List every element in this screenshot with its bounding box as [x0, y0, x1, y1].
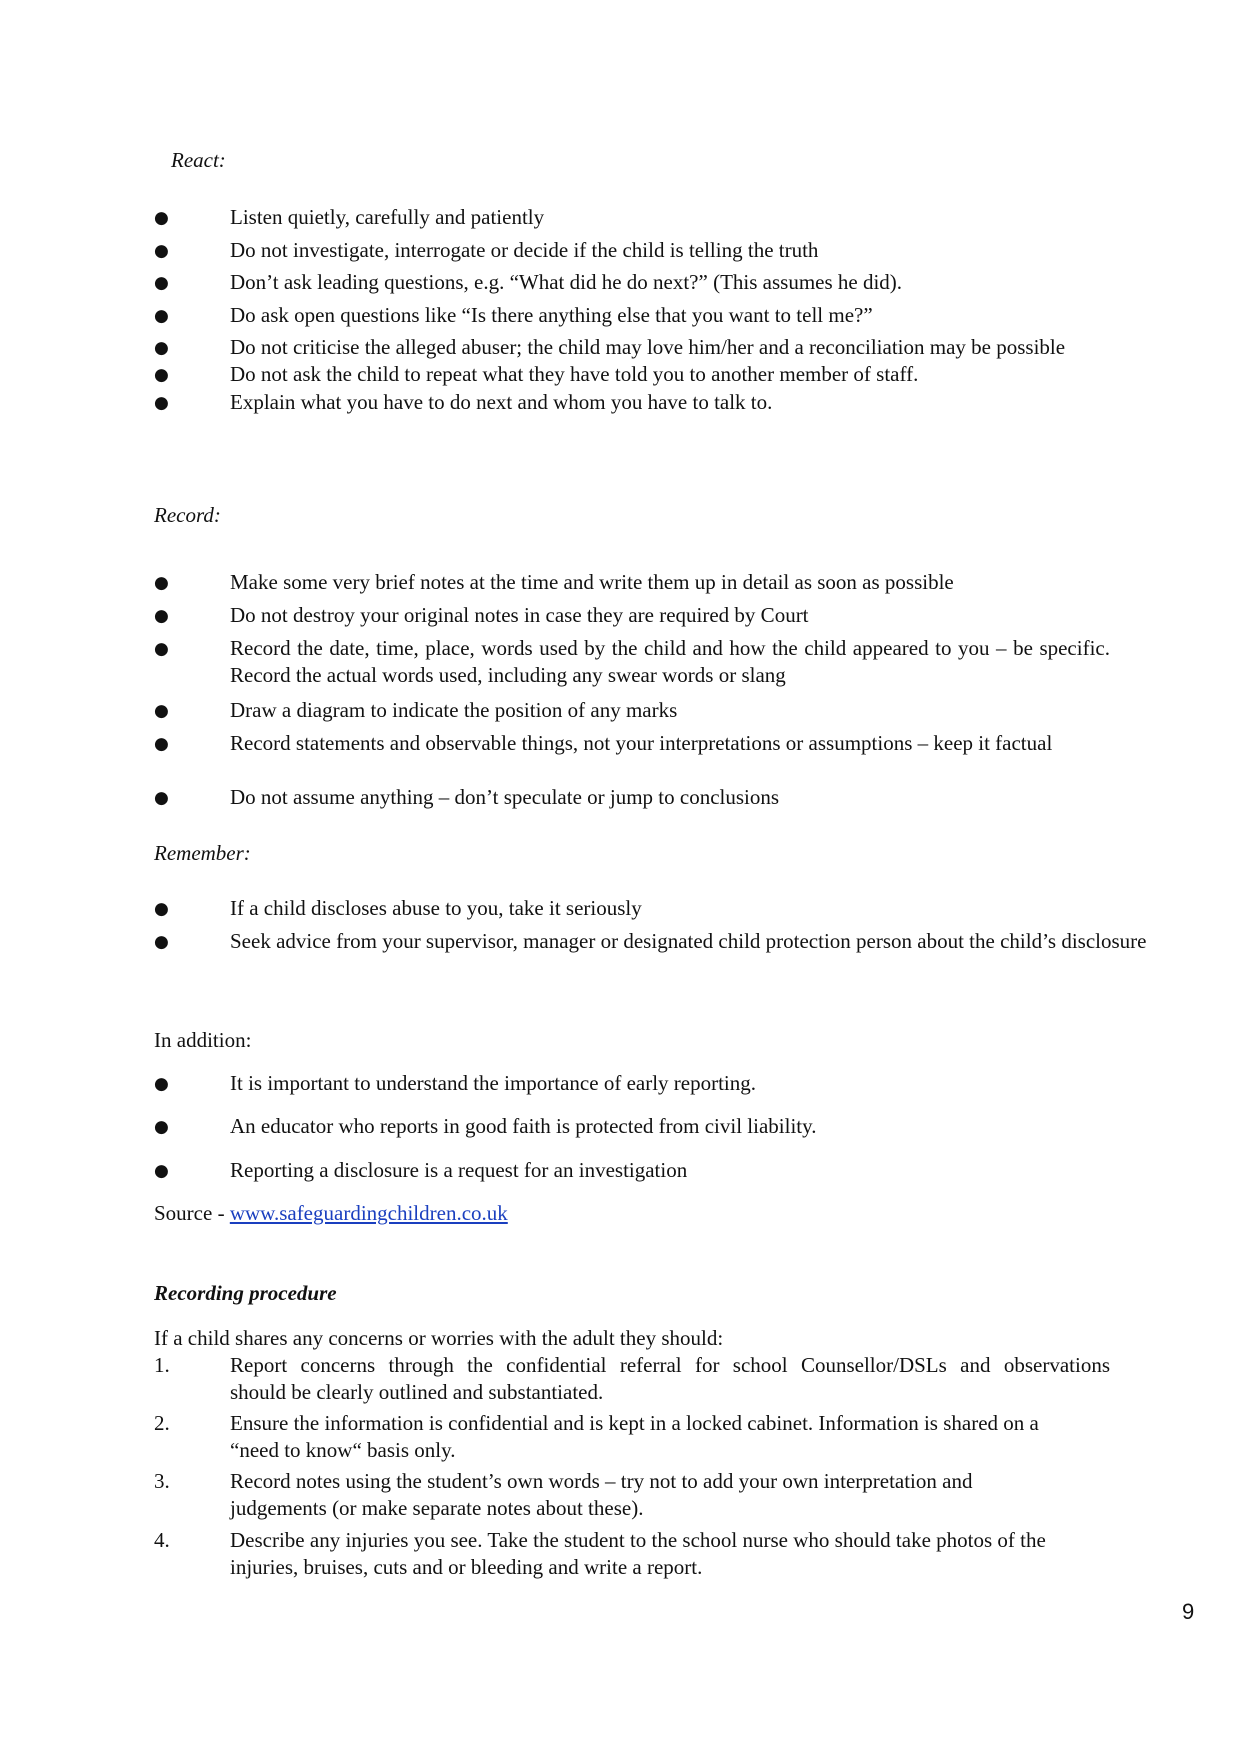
addition-heading: In addition:: [154, 1028, 252, 1052]
step-line: “need to know“ basis only.: [230, 1438, 456, 1462]
addition-item: Reporting a disclosure is a request for an investigation: [230, 1158, 688, 1182]
source-line: [154, 1200, 508, 1227]
addition-item: It is important to understand the importance of early reporting.: [230, 1071, 757, 1095]
react-item: Explain what you have to do next and whom you have to talk to.: [230, 390, 773, 414]
bullet: ●: [154, 788, 169, 808]
bullet: ●: [154, 639, 169, 659]
react-heading: React:: [171, 148, 226, 172]
step-number: 4.: [154, 1528, 170, 1552]
procedure-heading: Recording procedure: [154, 1281, 337, 1305]
addition-item: An educator who reports in good faith is protected from civil liability.: [230, 1114, 817, 1138]
record-item: Record statements and observable things, not your interpretations or assumptions – keep it factual: [230, 731, 1053, 755]
remember-heading: Remember:: [154, 841, 251, 865]
remember-item: Seek advice from your supervisor, manager or designated child protection person about the child’s disclosure: [230, 929, 1147, 953]
react-item: Don’t ask leading questions, e.g. “What did he do next?” (This assumes he did).: [230, 270, 903, 294]
step-line: Ensure the information is confidential and is kept in a locked cabinet. Information is shared on a: [230, 1411, 1039, 1435]
react-item: Do ask open questions like “Is there anything else that you want to tell me?”: [230, 303, 873, 327]
step-line: should be clearly outlined and substantiated.: [230, 1380, 604, 1404]
step-number: 1.: [154, 1353, 170, 1377]
step-line: Record notes using the student’s own words – try not to add your own interpretation and: [230, 1469, 973, 1493]
bullet: ●: [154, 1074, 169, 1094]
bullet: ●: [154, 734, 169, 754]
record-item: Make some very brief notes at the time and write them up in detail as soon as possible: [230, 570, 954, 594]
react-item: Do not criticise the alleged abuser; the child may love him/her and a reconciliation may be possible: [230, 335, 1066, 359]
react-item: Do not ask the child to repeat what they have told you to another member of staff.: [230, 362, 919, 386]
step-number: 3.: [154, 1469, 170, 1493]
bullet: ●: [154, 1161, 169, 1181]
bullet: ●: [154, 573, 169, 593]
react-item: Do not investigate, interrogate or decide if the child is telling the truth: [230, 238, 819, 262]
procedure-step: [230, 1410, 1110, 1464]
source-label: Source -: [154, 1201, 230, 1225]
bullet: ●: [154, 701, 169, 721]
bullet: ●: [154, 208, 169, 228]
bullet: ●: [154, 606, 169, 626]
step-line: judgements (or make separate notes about these).: [230, 1496, 644, 1520]
bullet: ●: [154, 1117, 169, 1137]
page-number: 9: [1182, 1599, 1195, 1624]
bullet: ●: [154, 273, 169, 293]
procedure-step: [230, 1527, 1110, 1581]
bullet: ●: [154, 393, 169, 413]
record-heading: Record:: [154, 503, 221, 527]
record-item: Do not destroy your original notes in case they are required by Court: [230, 603, 809, 627]
step-line: injuries, bruises, cuts and or bleeding and write a report.: [230, 1555, 703, 1579]
step-number: 2.: [154, 1411, 170, 1435]
procedure-step: [230, 1468, 1110, 1522]
procedure-intro: If a child shares any concerns or worries with the adult they should:: [154, 1326, 724, 1350]
bullet: ●: [154, 932, 169, 952]
bullet: ●: [154, 899, 169, 919]
record-item: Record the date, time, place, words used by the child and how the child appeared to you – be specific. Record the actual words used, including any swear words or slang: [230, 636, 1110, 687]
procedure-step: [230, 1352, 1110, 1406]
bullet: ●: [154, 241, 169, 261]
record-item: Do not assume anything – don’t speculate or jump to conclusions: [230, 785, 780, 809]
bullet: ●: [154, 365, 169, 385]
record-item: Draw a diagram to indicate the position of any marks: [230, 698, 678, 722]
step-line: Report concerns through the confidential referral for school Counsellor/DSLs and observations: [230, 1353, 1110, 1377]
source-link[interactable]: www.safeguardingchildren.co.uk: [229, 1201, 508, 1225]
bullet: ●: [154, 306, 169, 326]
bullet: ●: [154, 338, 169, 358]
react-item: Listen quietly, carefully and patiently: [230, 205, 545, 229]
step-line: Describe any injuries you see. Take the student to the school nurse who should take photos of the: [230, 1528, 1046, 1552]
remember-item: If a child discloses abuse to you, take it seriously: [230, 896, 642, 920]
